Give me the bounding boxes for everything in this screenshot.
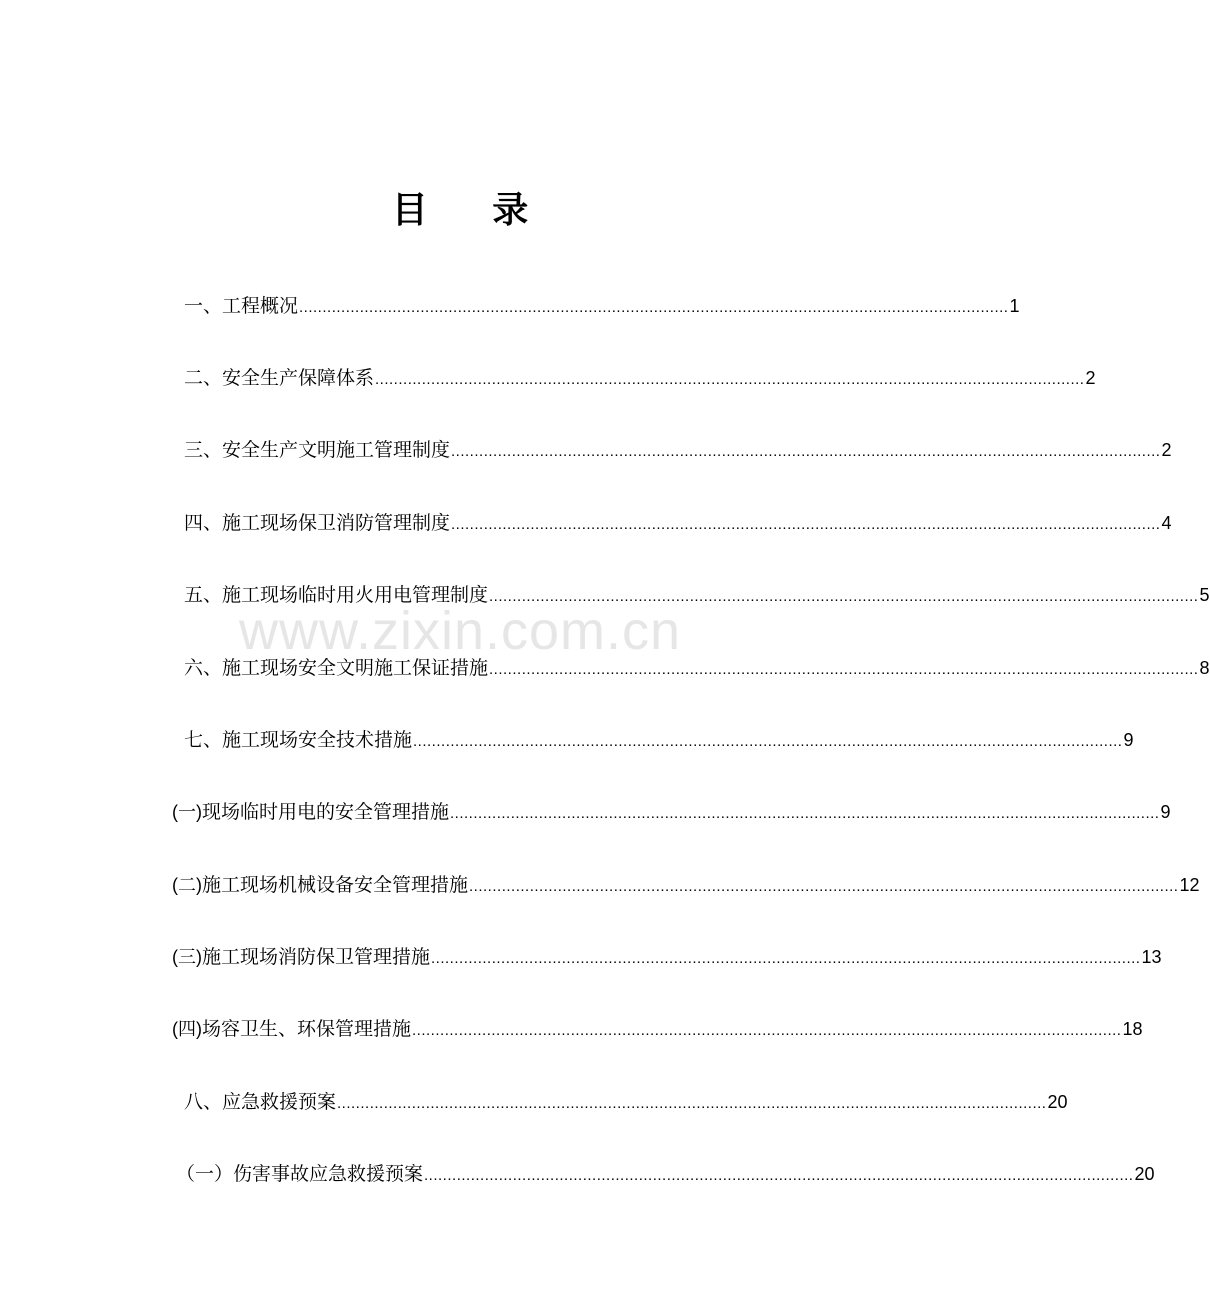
dot-leader: ........................................................................................................................................................ [431, 950, 1141, 967]
toc-page-number: 20 [1047, 1092, 1068, 1112]
toc-subentry[interactable] [172, 799, 1171, 825]
toc-entry-title: 一、工程概况 [184, 295, 299, 317]
toc-subentry[interactable] [172, 872, 1200, 898]
toc-page-number: 2 [1085, 368, 1096, 388]
dot-leader: ........................................................................................................................................................ [469, 878, 1179, 895]
toc-page-number: 13 [1141, 947, 1162, 967]
toc-entry[interactable] [184, 727, 1134, 753]
toc-entry[interactable] [184, 1089, 1068, 1115]
toc-page-number: 9 [1123, 730, 1134, 750]
toc-page-number: 4 [1161, 513, 1172, 533]
dot-leader: ........................................................................................................................................................ [299, 299, 1009, 316]
dot-leader: ........................................................................................................................................................ [413, 733, 1123, 750]
dot-leader: ........................................................................................................................................................ [489, 661, 1199, 678]
toc-entry-title: 施工现场消防保卫管理措施 [202, 946, 431, 968]
dot-leader: ........................................................................................................................................................ [424, 1167, 1134, 1184]
dot-leader: ........................................................................................................................................................ [451, 443, 1161, 460]
toc-entry-title: 六、施工现场安全文明施工保证措施 [184, 657, 489, 679]
toc-entry-title: 八、应急救援预案 [184, 1091, 337, 1113]
toc-page-number: 1 [1009, 296, 1020, 316]
dot-leader: ........................................................................................................................................................ [337, 1095, 1047, 1112]
toc-page-number: 9 [1160, 802, 1171, 822]
toc-entry[interactable] [184, 510, 1172, 536]
toc-page-number: 2 [1161, 440, 1172, 460]
dot-leader: ........................................................................................................................................................ [375, 371, 1085, 388]
toc-entry[interactable] [184, 437, 1172, 463]
toc-entry-title: （一）伤害事故应急救援预案 [176, 1163, 424, 1185]
dot-leader: ........................................................................................................................................................ [489, 588, 1199, 605]
toc-page-number: 8 [1199, 658, 1210, 678]
toc-entry-title: 二、安全生产保障体系 [184, 367, 375, 389]
toc-entry-title: 施工现场机械设备安全管理措施 [202, 874, 469, 896]
watermark: www.zixin.com.cn [238, 601, 682, 661]
document-title: 目 录 [391, 190, 555, 231]
toc-marker: (二) [172, 875, 202, 895]
toc-entry[interactable] [184, 293, 1020, 319]
toc-page-number: 20 [1134, 1164, 1155, 1184]
toc-subentry[interactable] [172, 944, 1162, 970]
dot-leader: ........................................................................................................................................................ [451, 516, 1161, 533]
toc-marker: (一) [172, 802, 202, 822]
toc-page-number: 12 [1179, 875, 1200, 895]
dot-leader: ........................................................................................................................................................ [412, 1022, 1122, 1039]
toc-marker: (三) [172, 947, 202, 967]
toc-entry[interactable] [176, 1161, 1155, 1187]
toc-entry-title: 场容卫生、环保管理措施 [202, 1018, 412, 1040]
toc-page-number: 18 [1122, 1019, 1143, 1039]
toc-entry-title: 四、施工现场保卫消防管理制度 [184, 512, 451, 534]
toc-subentry[interactable] [172, 1016, 1143, 1042]
toc-entry-title: 现场临时用电的安全管理措施 [202, 801, 450, 823]
toc-entry-title: 七、施工现场安全技术措施 [184, 729, 413, 751]
dot-leader: ........................................................................................................................................................ [450, 805, 1160, 822]
toc-entry[interactable] [184, 582, 1210, 608]
toc-entry-title: 三、安全生产文明施工管理制度 [184, 439, 451, 461]
toc-entry-title: 五、施工现场临时用火用电管理制度 [184, 584, 489, 606]
toc-marker: (四) [172, 1019, 202, 1039]
toc-entry[interactable] [184, 365, 1096, 391]
toc-page-number: 5 [1199, 585, 1210, 605]
toc-entry[interactable] [184, 655, 1210, 681]
